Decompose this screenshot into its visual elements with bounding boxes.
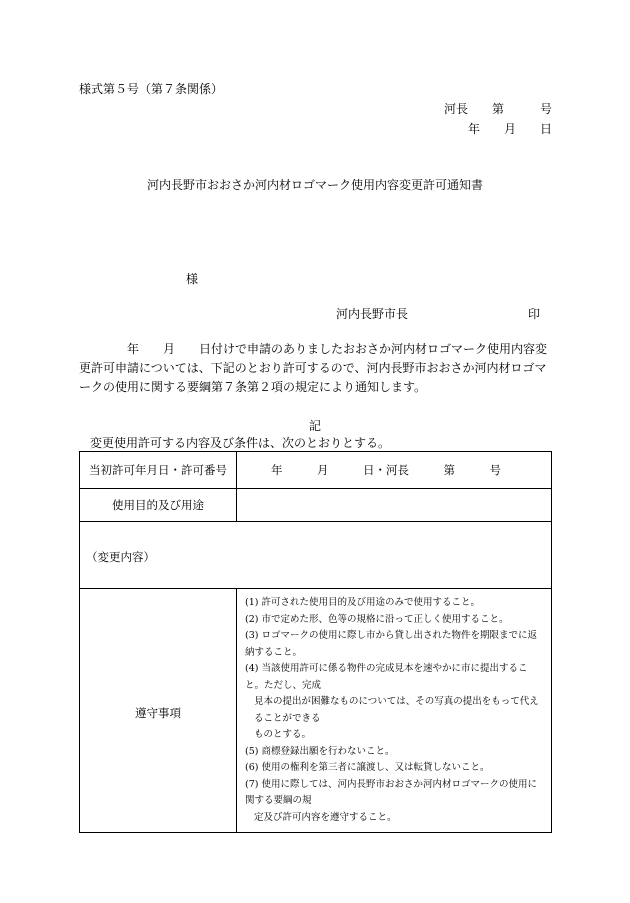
original-permit-value xyxy=(237,452,552,489)
list-item: (7) 使用に際しては、河内長野市おおさか河内材ロゴマークの使用に関する要綱の規 定及び許可内容を遵守すること。 xyxy=(245,777,545,827)
number-prefix: 第 xyxy=(443,463,455,477)
list-item: (3) ロゴマークの使用に際し市から貸し出された物件を期限までに返納すること。 xyxy=(245,630,537,658)
table-row xyxy=(80,522,552,589)
change-content-label: （変更内容） xyxy=(86,549,155,564)
body-line: ークの使用に関する要綱第７条第２項の規定により通知します。 xyxy=(79,380,427,394)
number-suffix: 号 xyxy=(489,463,501,477)
original-permit-label: 当初許可年月日・許可番号 xyxy=(80,452,237,489)
purpose-label: 使用目的及び用途 xyxy=(80,489,237,522)
ki-heading: 記 xyxy=(308,419,321,433)
purpose-value xyxy=(237,489,552,522)
list-item-continuation: 見本の提出が困難なものについては、その写真の提出をもって代えることができる xyxy=(254,696,539,724)
list-item: (2) 市で定めた形、色等の規格に沿って正しく使用すること。 xyxy=(245,613,509,625)
reference-number: 河長 第 号 xyxy=(443,102,552,116)
list-item-continuation: ものとする。 xyxy=(254,729,312,740)
body-line: 更許可申請については、下記のとおり許可するので、河内長野市おおさか河内材ロゴマ xyxy=(79,361,547,375)
reference-date: 年 月 日 xyxy=(467,122,552,136)
change-content-cell xyxy=(80,522,552,589)
form-number: 様式第５号（第７条関係） xyxy=(79,82,224,96)
issuer-signature: 河内長野市長 印 xyxy=(335,307,540,321)
list-item: (4) 当該使用許可に係る物件の完成見本を速やかに市に提出すること。ただし、完成 見本の提出が困難なものについては、その写真の提出をもって代えることができる ものとする。 xyxy=(245,661,545,744)
table-row xyxy=(80,489,552,522)
month-unit: 月 xyxy=(317,463,329,477)
list-item: (6) 使用の権利を第三者に譲渡し、又は転貸しないこと。 xyxy=(245,762,490,773)
conditions-intro: 変更使用許可する内容及び条件は、次のとおりとする。 xyxy=(90,436,391,450)
list-item-continuation: 定及び許可内容を遵守すること。 xyxy=(254,811,397,823)
document-title: 河内長野市おおさか河内材ロゴマーク使用内容変更許可通知書 xyxy=(146,178,483,192)
conditions-table xyxy=(79,451,552,833)
compliance-label-cell xyxy=(80,589,237,833)
table-row xyxy=(80,589,552,833)
recipient-honorific: 様 xyxy=(186,272,199,286)
compliance-label: 遵守事項 xyxy=(135,706,181,720)
compliance-rules-cell xyxy=(237,589,552,833)
body-line: 年 月 日付けで申請のありましたおおさか河内材ロゴマーク使用内容変 xyxy=(79,342,548,356)
table-row xyxy=(80,452,552,489)
body-paragraph xyxy=(79,340,554,397)
list-item: (5) 商標登録出願を行わないこと。 xyxy=(245,745,395,757)
compliance-rules-list xyxy=(237,589,551,832)
year-unit: 年 xyxy=(271,463,283,477)
day-ref-unit: 日・河長 xyxy=(363,463,409,477)
list-item: (1) 許可された使用目的及び用途のみで使用すること。 xyxy=(245,597,480,608)
